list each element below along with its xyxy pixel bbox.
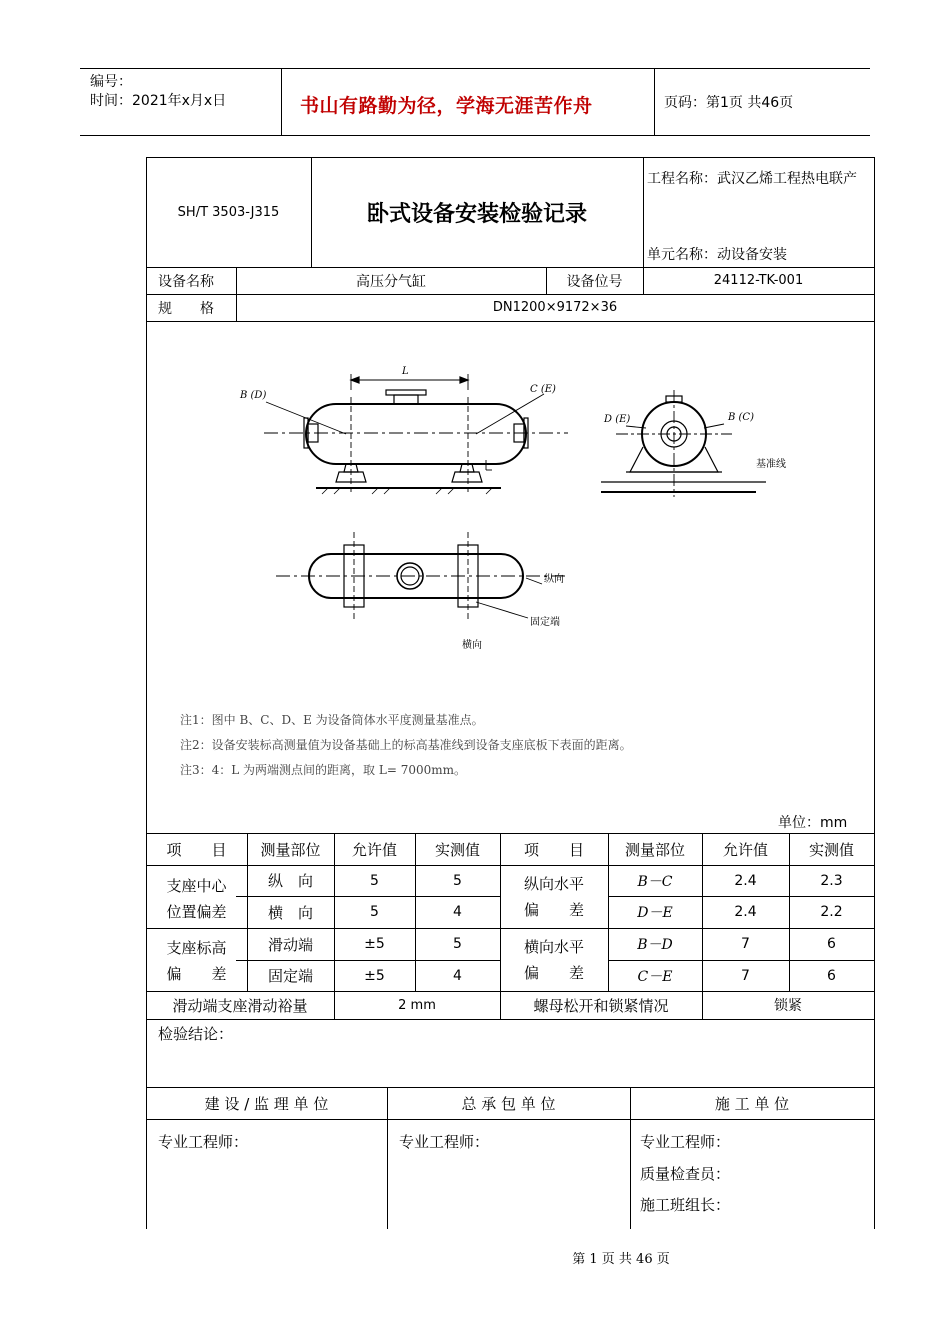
unit-name: 单元名称：动设备安装 <box>647 247 787 263</box>
th-item-left: 项 目 <box>166 840 227 859</box>
form-title: 卧式设备安装检验记录 <box>366 201 587 227</box>
th-item-right: 项 目 <box>523 840 584 859</box>
equip-name-value: 高压分气缸 <box>356 273 426 290</box>
spec-value: DN1200×9172×36 <box>492 300 618 315</box>
th-meas-left: 实测值 <box>434 840 480 859</box>
group-longitudinal-level: 纵向水平 偏 差 <box>523 875 584 919</box>
unit-text: 单位：mm <box>778 815 848 831</box>
sign-qc-inspector: 质量检查员： <box>640 1165 731 1183</box>
time-label: 时间：2021年x月x日 <box>90 93 227 109</box>
row2-rallow: 2.4 <box>734 904 757 920</box>
slide-label: 滑动端支座滑动裕量 <box>172 996 308 1015</box>
label-transverse: 横向 <box>462 640 482 651</box>
notes <box>180 708 632 783</box>
label-d-e: D (E) <box>604 414 631 425</box>
dim-label-L: L <box>402 366 409 377</box>
label-baseline: 基准线 <box>756 459 786 470</box>
label-c-e: C (E) <box>530 384 556 395</box>
row1-rmeas: 2.3 <box>820 872 843 889</box>
sign-col-contractor: 总 承 包 单 位 <box>461 1094 556 1113</box>
label-b-c: B (C) <box>728 412 754 423</box>
slide-value: 2 mm <box>398 997 436 1013</box>
note-3: 注3：4：L 为两端测点间的距离，取 L= 7000mm。 <box>180 763 467 777</box>
sign-team-leader: 施工班组长： <box>640 1196 731 1214</box>
row3-rallow: 7 <box>741 936 750 952</box>
th-part-right: 测量部位 <box>624 840 685 859</box>
sign-col-construction: 施 工 单 位 <box>714 1094 790 1113</box>
page-info: 页码：第1页 共46页 <box>664 95 794 111</box>
row4-rallow: 7 <box>741 967 750 984</box>
row2-part: 横 向 <box>267 903 313 922</box>
sign-engineer-contractor: 专业工程师： <box>399 1133 490 1151</box>
row2-meas: 4 <box>453 904 462 920</box>
row3-rmeas: 6 <box>827 936 836 952</box>
row3-meas: 5 <box>453 936 462 952</box>
sign-col-owner: 建 设 / 监 理 单 位 <box>204 1094 329 1113</box>
page-footer: 第 1 页 共 46 页 <box>572 1252 670 1267</box>
number-label: 编号： <box>90 74 132 90</box>
row1-rallow: 2.4 <box>734 872 757 889</box>
label-longitudinal: 纵向 <box>544 574 564 585</box>
th-allow-left: 允许值 <box>351 840 397 859</box>
th-part-left: 测量部位 <box>260 840 321 859</box>
row3-rpart: B－D <box>637 937 673 953</box>
equip-pos-label: 设备位号 <box>566 273 623 290</box>
note-2: 注2：设备安装标高测量值为设备基础上的标高基准线到设备支座底板下表面的距离。 <box>180 738 632 752</box>
equip-name-label: 设备名称 <box>158 273 214 290</box>
equipment-diagram <box>146 322 874 692</box>
row4-part: 固定端 <box>267 967 313 985</box>
row2-rpart: D－E <box>637 905 673 921</box>
row1-meas: 5 <box>453 872 462 889</box>
row2-allow: 5 <box>370 904 379 920</box>
row1-part: 纵 向 <box>267 872 313 890</box>
conclusion-label: 检验结论： <box>158 1025 234 1043</box>
group-support-elevation: 支座标高 偏 差 <box>166 939 227 983</box>
nut-label: 螺母松开和锁紧情况 <box>533 996 669 1015</box>
row4-meas: 4 <box>453 967 462 984</box>
row4-rmeas: 6 <box>827 967 836 984</box>
th-meas-right: 实测值 <box>808 840 854 859</box>
th-allow-right: 允许值 <box>722 840 768 859</box>
sign-engineer-owner: 专业工程师： <box>158 1133 249 1151</box>
row1-allow: 5 <box>370 872 379 889</box>
label-fixed-end: 固定端 <box>530 617 560 628</box>
form-code: SH/T 3503-J315 <box>177 204 280 220</box>
label-b-d: B (D) <box>240 390 267 401</box>
motto: 书山有路勤为径，学海无涯苦作舟 <box>300 95 593 117</box>
row3-allow: ±5 <box>364 936 385 952</box>
row1-rpart: B－C <box>637 873 673 890</box>
note-1: 注1：图中 B、C、D、E 为设备筒体水平度测量基准点。 <box>180 713 484 727</box>
sign-engineer-construction: 专业工程师： <box>640 1133 731 1151</box>
group-transverse-level: 横向水平 偏 差 <box>523 938 584 982</box>
row3-part: 滑动端 <box>267 935 313 954</box>
row2-rmeas: 2.2 <box>820 904 843 920</box>
project-name: 工程名称：武汉乙烯工程热电联产 <box>647 171 857 187</box>
nut-value: 锁紧 <box>774 998 802 1014</box>
equip-pos-value: 24112-TK-001 <box>713 273 804 288</box>
spec-label: 规 格 <box>158 300 214 317</box>
row4-rpart: C－E <box>637 968 673 985</box>
row4-allow: ±5 <box>364 967 385 984</box>
group-support-center: 支座中心 位置偏差 <box>166 877 227 921</box>
